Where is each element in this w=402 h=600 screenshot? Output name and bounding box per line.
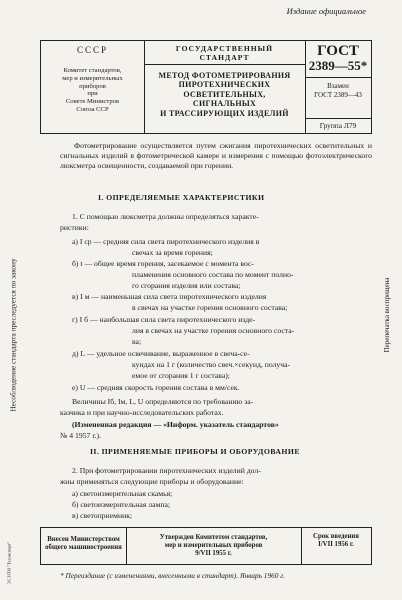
section-1-heading: I. ОПРЕДЕЛЯЕМЫЕ ХАРАКТЕРИСТИКИ xyxy=(98,193,265,202)
ussr-label: СССР xyxy=(76,45,108,55)
effective-date: Срок введения I/VII 1956 г. xyxy=(313,533,359,548)
group-code: Группа Л79 xyxy=(305,118,371,133)
printer-mark-vertical: ЭС НТИ "Техэкспорт" xyxy=(6,541,12,585)
standard-header xyxy=(40,40,372,134)
p1-line: ристики: xyxy=(60,223,89,232)
reprint-forbidden-vertical: Перепечатка воспрещена xyxy=(383,277,391,353)
item-line: кундах на 1 г (количество свеч.×секунд, получа- xyxy=(132,360,291,369)
law-notice-vertical: Несоблюдение стандарта преследуется по закону xyxy=(8,258,18,412)
state-standard-label: ГОСУДАРСТВЕННЫЙ СТАНДАРТ xyxy=(144,41,305,65)
item-line: а) I ср — средняя сила света пиротехнического изделия в xyxy=(72,237,260,246)
gost-label: ГОСТ xyxy=(317,43,359,59)
p1-line: 1. С помощью люксметра должны определяться характе- xyxy=(72,212,259,221)
official-edition-label: Издание официальное xyxy=(286,6,366,16)
item-line: д) L — удельное освечивание, выраженное в свеча-се- xyxy=(72,349,250,358)
gost-number: 2389—55* xyxy=(308,58,368,73)
section-2-heading: II. ПРИМЕНЯЕМЫЕ ПРИБОРЫ И ОБОРУДОВАНИЕ xyxy=(90,447,300,456)
approval-footer xyxy=(40,527,372,565)
intro-paragraph: Фотометрирование осуществляется путем сжигания пиротехнических осветительных и сигнальных изделий в фотометрической камере и измерения с помощью фотоэлектрического люксметра освещенности, создаваемой при горении. xyxy=(60,141,372,171)
item-line: свечах за время горения; xyxy=(132,248,213,257)
reprint-note: * Переиздание (с изменениями, внесенными в стандарт). Январь 1960 г. xyxy=(60,571,285,580)
title-column xyxy=(144,41,306,133)
item-line: г) I б — наибольшая сила света пиротехнического изде- xyxy=(72,315,256,324)
equipment-item: б) светоизмерительная лампа; xyxy=(72,500,171,509)
p2-line: жны применяться следующие приборы и оборудование: xyxy=(60,477,244,486)
edit-line: № 4 1957 г.). xyxy=(60,431,102,440)
introduced-by: Внесен Министерством общего машиностроения xyxy=(41,528,127,564)
issuer-column xyxy=(41,41,145,133)
item-line: в свечах на участке горения основного состава; xyxy=(132,303,288,312)
standard-title: МЕТОД ФОТОМЕТРИРОВАНИЯ ПИРОТЕХНИЧЕСКИХ ОСВЕТИТЕЛЬНЫХ, СИГНАЛЬНЫХ И ТРАССИРУЮЩИХ ИЗДЕЛИЙ xyxy=(158,71,291,118)
equipment-item: в) светоприемник; xyxy=(72,511,133,520)
item-line: го сгорания изделия или состава; xyxy=(132,281,241,290)
number-column xyxy=(305,41,371,133)
committee-name: Комитет стандартов, мер и измерительных приборов при Совете Министров Союза ССР xyxy=(62,67,123,113)
approved-by: Утвержден Комитетом стандартов, мер и измерительных приборов 9/VII 1955 г. xyxy=(126,528,302,564)
replaces-info: Взамен ГОСТ 2389—43 xyxy=(314,82,362,99)
item-line: б) t — общее время горения, засекаемое с момента вос- xyxy=(72,259,254,268)
item-line: ва; xyxy=(132,337,142,346)
item-line: лия в свечах на участке горения основного соста- xyxy=(132,326,295,335)
item-line: емое от сгорания 1 г состава); xyxy=(132,371,230,380)
p2-line: 2. При фотометрировании пиротехнических изделий дол- xyxy=(72,466,261,475)
item-line: е) U — средняя скорость горения состава в мм/сек. xyxy=(72,383,240,392)
item-line: пламенения основного состава по момент полно- xyxy=(132,270,294,279)
values-line: казчика и при научно-исследовательских работах. xyxy=(60,408,224,417)
equipment-item: а) светоизмерительная скамья; xyxy=(72,489,173,498)
edit-line: (Измененная редакция — «Информ. указатель стандартов» xyxy=(72,420,279,429)
item-line: в) I м — наименьшая сила света пиротехнического изделия xyxy=(72,292,267,301)
values-line: Величины Iб, Iм, L, U определяются по требованию за- xyxy=(72,397,254,406)
